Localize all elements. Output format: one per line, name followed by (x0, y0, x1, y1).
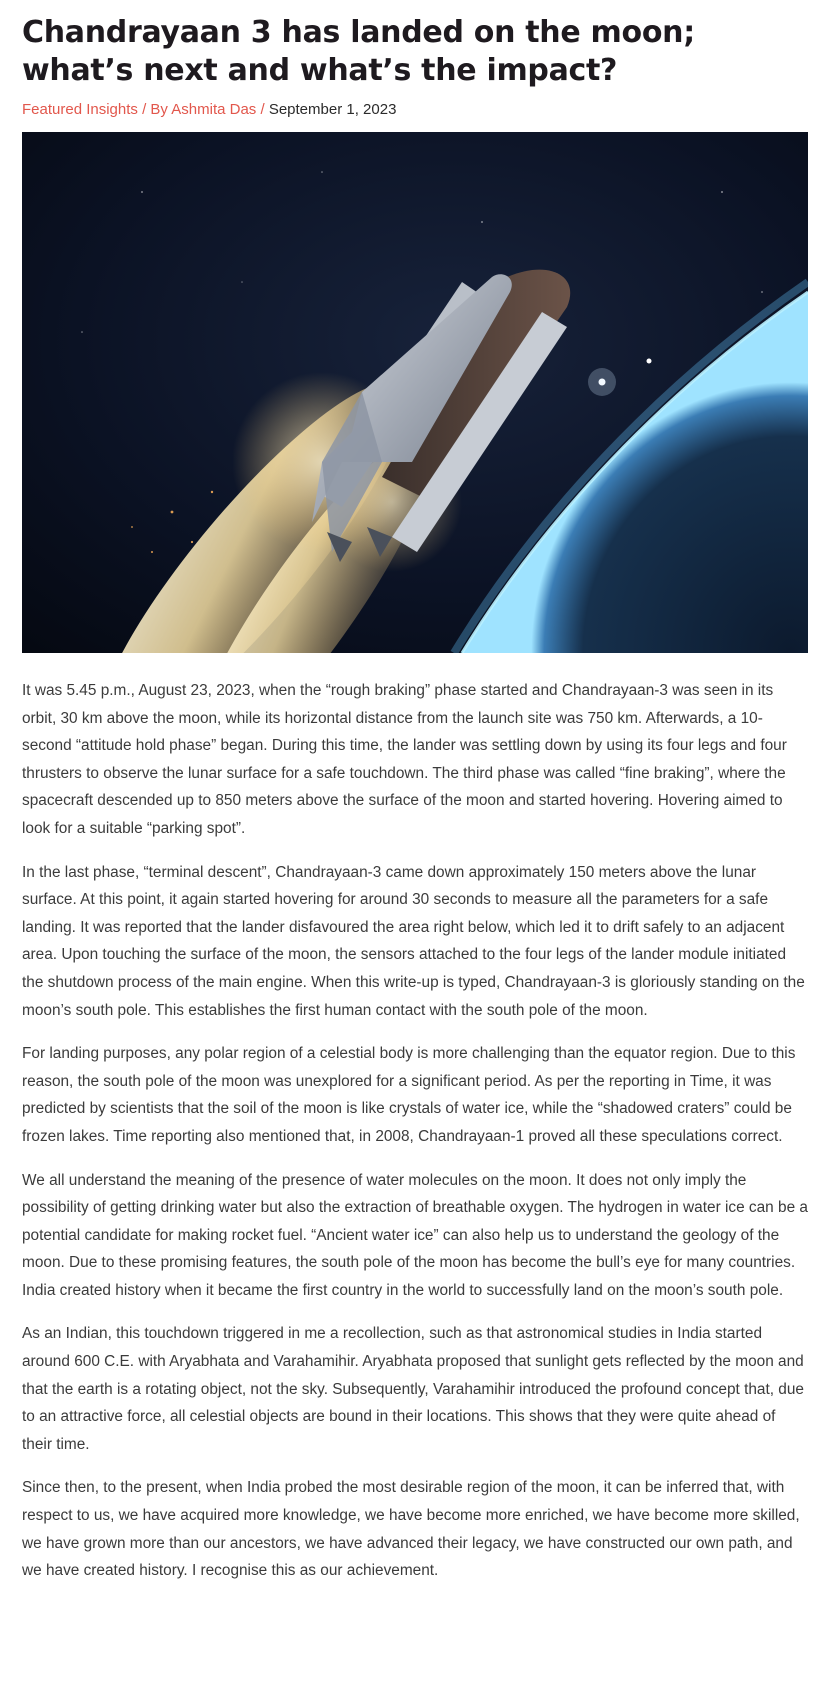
article-meta (22, 100, 808, 120)
author-prefix: By (150, 101, 172, 118)
article-paragraph: Since then, to the present, when India probed the most desirable region of the moon, it can be inferred that, with respect to us, we have acquired more knowledge, we have become more enriched, we have become more skilled, we have grown more than our ancestors, we have advanced their legacy, we have constructed our own path, and we have created history. I recognise this as our achievement. (22, 1479, 800, 1580)
article-title: Chandrayaan 3 has landed on the moon; what’s next and what’s the impact? (22, 15, 695, 88)
publish-date: September 1, 2023 (268, 101, 397, 118)
article-paragraph: We all understand the meaning of the presence of water molecules on the moon. It does not only imply the possibility of getting drinking water but also the extraction of breathable oxygen. The hydrogen in water ice can be a potential candidate for making rocket fuel. “Ancient water ice” can also help us to understand the geology of the moon. Due to these promising features, the south pole of the moon has become the bull’s eye for many countries. India created history when it became the first country in the world to successfully land on the moon’s south pole. (22, 1171, 808, 1299)
meta-separator: / (256, 101, 269, 118)
space-shuttle-launch-image (22, 132, 808, 653)
meta-separator: / (137, 101, 151, 118)
article-body (22, 677, 808, 1585)
article-paragraph: For landing purposes, any polar region of a celestial body is more challenging than the equator region. Due to this reason, the south pole of the moon was unexplored for a significant period. As per the reporting in Time, it was predicted by scientists that the soil of the moon is like crystals of water ice, while the “shadowed craters” could be frozen lakes. Time reporting also mentioned that, in 2008, Chandrayaan-1 proved all these speculations correct. (22, 1045, 796, 1145)
article-paragraph: It was 5.45 p.m., August 23, 2023, when the “rough braking” phase started and Chandrayaan-3 was seen in its orbit, 30 km above the moon, while its horizontal distance from the launch site was 750 km. Afterwards, a 10-second “attitude hold phase” began. During this time, the lander was settling down by using its four legs and four thrusters to observe the lunar surface for a safe touchdown. The third phase was called “fine braking”, where the spacecraft descended up to 850 meters above the surface of the moon and started hovering. Hovering aimed to look for a suitable “parking spot”. (22, 682, 787, 837)
article-paragraph: In the last phase, “terminal descent”, Chandrayaan-3 came down approximately 150 meters above the lunar surface. At this point, it again started hovering for around 30 seconds to measure all the parameters for a safe landing. It was reported that the lander disfavoured the area right below, which led it to drift safely to an adjacent area. Upon touching the surface of the moon, the sensors attached to the four legs of the lander module initiated the shutdown process of the main engine. When this write-up is typed, Chandrayaan-3 is gloriously standing on the moon’s south pole. This establishes the first human contact with the south pole of the moon. (22, 863, 805, 1019)
author-link[interactable]: Ashmita Das (171, 101, 257, 118)
article-paragraph: As an Indian, this touchdown triggered in me a recollection, such as that astronomical studies in India started around 600 C.E. with Aryabhata and Varahamihir. Aryabhata proposed that sunlight gets reflected by the moon and that the earth is a rotating object, not the sky. Subsequently, Varahamihir introduced the profound concept that, due to an attractive force, all celestial objects are bound in their locations. This shows that they were quite ahead of their time. (22, 1325, 804, 1453)
category-link[interactable]: Featured Insights (22, 101, 138, 118)
